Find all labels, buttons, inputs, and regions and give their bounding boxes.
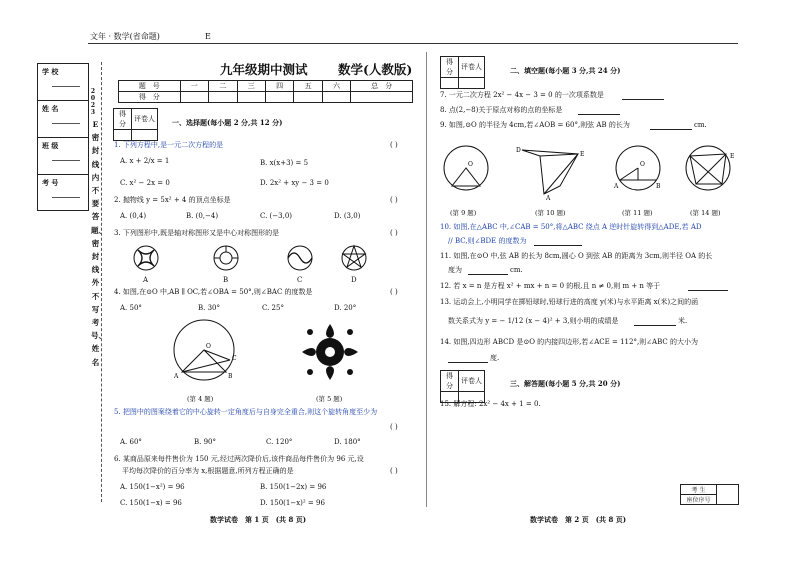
th-num: 题 号 <box>119 81 181 92</box>
score-cell[interactable] <box>351 92 413 103</box>
fig4-circle <box>168 316 240 388</box>
q10-line2: // BC,则∠BDE 的度数为 <box>448 237 527 245</box>
q6-line2: 平均每次降价的百分率为 x,根据题意,所列方程正确的是 <box>122 467 294 475</box>
header-subject: 文年 · 数学(省命题) <box>90 32 160 41</box>
fig4-caption: (第 4 题) <box>187 395 214 403</box>
q13-line2: 数关系式为 y = − 1/12 (x − 4)² + 3,则小明的成绩是 <box>448 317 619 325</box>
exam-subtitle: 数学(人教版) <box>338 62 413 77</box>
field-exam-id: 考 号 <box>42 178 59 187</box>
seal-line <box>101 62 102 502</box>
fig5-pattern <box>300 322 360 382</box>
fig10 <box>516 147 584 202</box>
footer-left: 数学试卷 第 1 页 (共 8 页) <box>210 515 307 524</box>
svg-text:A: A <box>614 183 619 190</box>
section1-title: 一、选择题(每小题 2 分,共 12 分) <box>172 118 283 127</box>
svg-text:B: B <box>228 373 233 380</box>
score-cell[interactable] <box>209 92 237 103</box>
grader-box-3: 得分 评卷人 <box>440 370 485 403</box>
fig5-caption: (第 5 题) <box>316 395 343 403</box>
score-cell[interactable] <box>294 92 322 103</box>
svg-text:E: E <box>580 151 585 158</box>
q7: 7. 一元二次方程 2x² − 4x − 3 = 0 的一次项系数是 <box>440 91 604 99</box>
q13-line1: 13. 运动会上,小明同学在掷铅球时,铅球行进的高度 y(米)与水平距离 x(米)之间的函 <box>440 298 699 306</box>
q12: 12. 若 x = n 是方程 x² + mx + n = 0 的根,且 n ≠ 0,则 m + n 等于 <box>440 282 661 290</box>
svg-text:O: O <box>468 161 473 168</box>
q4: 4. 如图,在⊙O 中,AB ∥ OC,若∠OBA = 50°,则∠BAC 的度数是 <box>114 288 313 296</box>
field-name: 姓 名 <box>42 104 59 113</box>
header-rule <box>88 43 738 44</box>
footer-right: 数学试卷 第 2 页 (共 8 页) <box>530 515 627 524</box>
grader-box-2: 得分 评卷人 <box>440 56 485 89</box>
option-d-figure <box>342 246 366 270</box>
q9-blank[interactable] <box>650 129 692 130</box>
svg-text:O: O <box>206 343 211 350</box>
score-cell[interactable] <box>265 92 293 103</box>
header-letter: E <box>205 32 211 41</box>
score-cell[interactable] <box>322 92 350 103</box>
q11-line2: 度为 <box>448 266 462 274</box>
score-cell[interactable] <box>180 92 208 103</box>
svg-text:A: A <box>174 373 179 380</box>
svg-text:C: C <box>232 355 237 362</box>
q14-line2: 度. <box>490 354 500 362</box>
q1: 1. 下列方程中,是一元二次方程的是 <box>114 141 224 149</box>
seat-number-cell[interactable] <box>717 485 739 505</box>
q10-blank[interactable] <box>534 245 582 246</box>
score-table: 题 号 一 二 三 四 五 六 总 分 得 分 <box>118 80 413 103</box>
svg-text:O: O <box>640 161 645 168</box>
fig11 <box>613 146 661 190</box>
year-vertical: 2023 <box>90 88 96 116</box>
q10-line1: 10. 如图,在△ABC 中,∠CAB = 50°,将△ABC 绕点 A 逆时针旋转得到△ADE,若 AD <box>440 223 702 231</box>
q14-line1: 14. 如图,四边形 ABCD 是⊙O 的内接四边形,若∠ACE = 112°,则∠ABC 的大小为 <box>440 338 698 346</box>
svg-text:B: B <box>656 183 661 190</box>
grader-box-1: 得分 评卷人 <box>113 108 158 141</box>
q6-line1: 6. 某商品原来每件售价为 150 元,经过两次降价后,该件商品每件售价为 96 元,设 <box>114 455 364 463</box>
exam-title: 九年级期中测试 <box>220 62 308 77</box>
q3: 3. 下列图形中,既是轴对称图形又是中心对称图形的是 <box>114 229 280 237</box>
section3-title: 三、解答题(每小题 5 分,共 20 分) <box>510 379 621 388</box>
fig14 <box>686 146 734 190</box>
q15: 15. 解方程: 2x² − 4x + 1 = 0. <box>440 400 541 408</box>
svg-text:D: D <box>516 147 521 154</box>
field-school: 学 校 <box>42 67 59 76</box>
q14-blank[interactable] <box>448 362 488 363</box>
score-cell[interactable] <box>237 92 265 103</box>
field-class: 班 级 <box>42 141 59 150</box>
option-c-figure <box>288 246 312 270</box>
section2-title: 二、填空题(每小题 3 分,共 24 分) <box>510 66 621 75</box>
q11-line1: 11. 如图,在⊙O 中,弦 AB 的长为 8cm,圆心 O 到弦 AB 的距离为 3cm,则半径 OA 的长 <box>440 252 713 260</box>
q7-blank[interactable] <box>622 99 664 100</box>
q13-blank[interactable] <box>634 325 676 326</box>
page-divider <box>426 52 427 507</box>
option-b-figure <box>214 246 238 270</box>
svg-text:A: A <box>546 195 551 202</box>
seat-box: 考 生 座位序号 <box>680 484 739 505</box>
q9: 9. 如图,⊙O 的半径为 4cm,若∠AOB = 60°,则弦 AB 的长为 <box>440 121 630 129</box>
q8: 8. 点(2,−8)关于原点对称的点的坐标是 <box>440 106 563 114</box>
q5: 5. 把图中的图案绕着它的中心旋转一定角度后与自身完全重合,则这个旋转角度至少为 <box>114 408 378 416</box>
fig9 <box>444 146 488 190</box>
q12-blank[interactable] <box>688 290 728 291</box>
q3-figures <box>128 243 368 277</box>
seal-line-notice: E密封线内不要答题、密封线外不写考号、姓名 <box>91 120 106 367</box>
right-figures <box>440 138 780 204</box>
option-a-figure <box>134 246 158 270</box>
q11-blank[interactable] <box>468 274 508 275</box>
q8-blank[interactable] <box>578 114 620 115</box>
svg-text:E: E <box>730 153 735 160</box>
q2: 2. 抛物线 y = 5x² + 4 的顶点坐标是 <box>114 196 231 204</box>
